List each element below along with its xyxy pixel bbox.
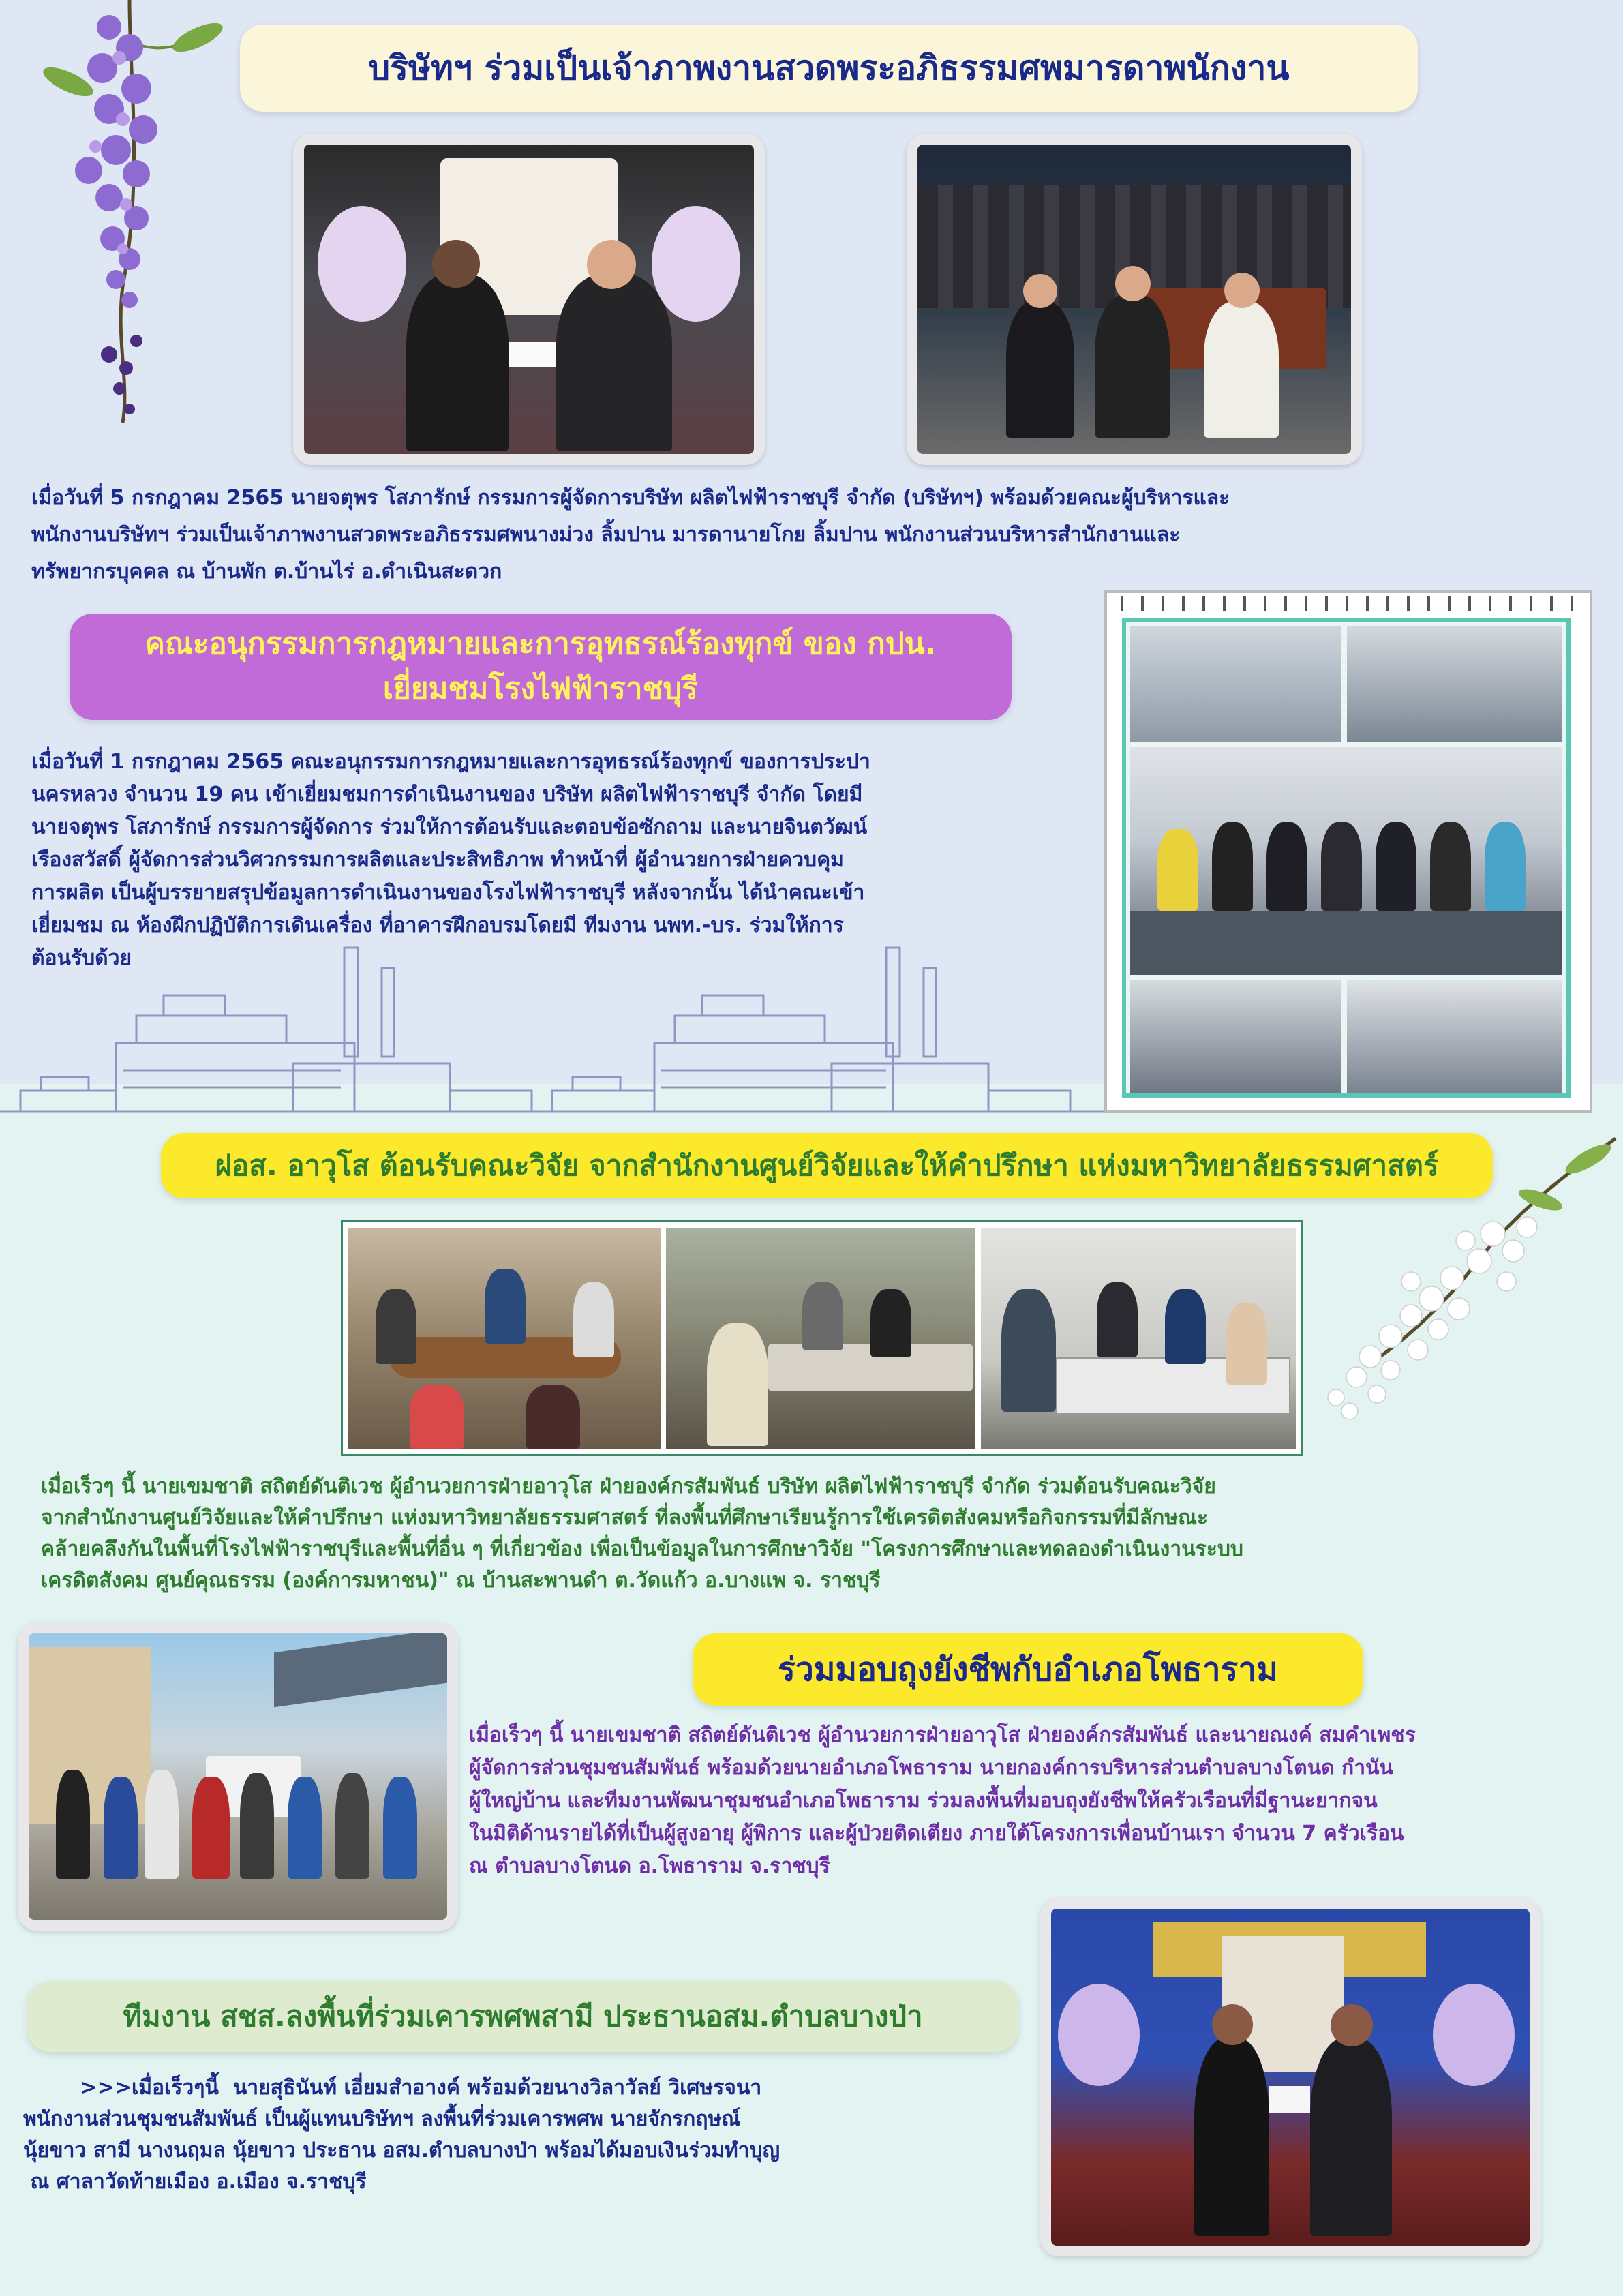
funeral-audience-photo: [907, 134, 1362, 465]
section3-line: เครดิตสังคม ศูนย์คุณธรรม (องค์การมหาชน)" ณ บ้านสะพานดำ ต.วัดแก้ว อ.บางแพ จ. ราชบุรี: [41, 1569, 881, 1592]
funeral-handover-photo: [293, 134, 765, 465]
research-team-photo-strip: [341, 1220, 1303, 1456]
section2-line: ต้อนรับด้วย: [31, 946, 132, 970]
section1-line: พนักงานบริษัทฯ ร่วมเป็นเจ้าภาพงานสวดพระอภิธรรมศพนางม่วง ลิ้มปาน มารดานายโกย ลิ้มปาน พนักงานส่วนบริหารสำนักงานและ: [31, 523, 1181, 547]
section3-line: เมื่อเร็วๆ นี้ นายเขมชาติ สถิตย์ดันติเวช ผู้อำนวยการฝ่ายอาวุโส ฝ่ายองค์กรสัมพันธ์ บริษัท ผลิตไฟฟ้าราชบุรี จำกัด ร่วมต้อนรับคณะวิจัย: [41, 1475, 1216, 1498]
section4-line: ผู้จัดการส่วนชุมชนสัมพันธ์ พร้อมด้วยนายอำเภอโพธาราม นายกองค์การบริหารส่วนตำบลบางโตนด กำนัน: [469, 1756, 1394, 1780]
section3-line: คล้ายคลึงกันในพื้นที่โรงไฟฟ้าราชบุรีและพื้นที่อื่น ๆ ที่เกี่ยวข้อง เพื่อเป็นข้อมูลในการศึกษาวิจัย "โครงการศึกษาและทดลองดำเนินงานระบบ: [41, 1537, 1243, 1561]
waterworks-visit-collage: [1104, 590, 1592, 1113]
section1-paragraph: [31, 480, 1599, 590]
section3-title-text: ฝอส. อาวุโส ต้อนรับคณะวิจัย จากสำนักงานศูนย์วิจัยและให้คำปรึกษา แห่งมหาวิทยาลัยธรรมศาสตร์: [215, 1149, 1439, 1182]
section5-paragraph: [23, 2072, 1032, 2198]
section4-paragraph: [469, 1719, 1607, 1883]
section1-line: ทรัพยากรบุคคล ณ บ้านพัก ต.บ้านไร่ อ.ดำเนินสะดวก: [31, 560, 502, 584]
section3-title: [161, 1133, 1493, 1198]
section2-line: นายจตุพร โสภารักษ์ กรรมการผู้จัดการ ร่วมให้การต้อนรับและตอบข้อซักถาม และนายจินตวัฒน์: [31, 815, 868, 839]
section5-line: นุ้ยขาว สามี นางนฤมล นุ้ยขาว ประธาน อสม.ตำบลบางป่า พร้อมได้มอบเงินร่วมทำบุญ: [23, 2139, 780, 2162]
section5-title: [27, 1981, 1018, 2052]
section1-title-text: บริษัทฯ ร่วมเป็นเจ้าภาพงานสวดพระอภิธรรมศพมารดาพนักงาน: [368, 48, 1290, 88]
research-photo-2: [666, 1228, 975, 1449]
section5-line: พนักงานส่วนชุมชนสัมพันธ์ เป็นผู้แทนบริษัทฯ ลงพื้นที่ร่วมเคารพศพ นายจักรกฤษณ์: [23, 2107, 741, 2131]
section5-title-text: ทีมงาน สชส.ลงพื้นที่ร่วมเคารพศพสามี ประธานอสม.ตำบลบางป่า: [123, 1999, 923, 2033]
section2-line: เมื่อวันที่ 1 กรกฎาคม 2565 คณะอนุกรรมการกฎหมายและการอุทธรณ์ร้องทุกข์ ของการประปา: [31, 750, 870, 774]
white-blossom-decoration: [1309, 1132, 1622, 1445]
section2-line: นครหลวง จำนวน 19 คน เข้าเยี่ยมชมการดำเนินงานของ บริษัท ผลิตไฟฟ้าราชบุรี จำกัด โดยมี: [31, 783, 863, 806]
condolence-photo: [1040, 1898, 1541, 2256]
calendar-rings-decoration: [1107, 593, 1590, 614]
section2-line: การผลิต เป็นผู้บรรยายสรุปข้อมูลการดำเนินงานของโรงไฟฟ้าราชบุรี หลังจากนั้น ได้นำคณะเข้า: [31, 881, 865, 905]
research-photo-1: [348, 1228, 661, 1449]
section1-line: เมื่อวันที่ 5 กรกฎาคม 2565 นายจตุพร โสภารักษ์ กรรมการผู้จัดการบริษัท ผลิตไฟฟ้าราชบุรี จำกัด (บริษัทฯ) พร้อมด้วยคณะผู้บริหารและ: [31, 486, 1230, 510]
section2-line: เรืองสวัสดิ์ ผู้จัดการส่วนวิศวกรรมการผลิตและประสิทธิภาพ ทำหน้าที่ ผู้อำนวยการฝ่ายควบคุม: [31, 848, 844, 872]
section4-title-text: ร่วมมอบถุงยังชีพกับอำเภอโพธาราม: [778, 1650, 1278, 1689]
power-plant-lineart: [0, 934, 1104, 1118]
wisteria-decoration: [27, 0, 232, 436]
section4-title: [693, 1633, 1363, 1706]
section4-line: ผู้ใหญ่บ้าน และทีมงานพัฒนาชุมชนอำเภอโพธาราม ร่วมลงพื้นที่มอบถุงยังชีพให้ครัวเรือนที่มีฐานะยากจน: [469, 1789, 1378, 1813]
section4-line: ณ ตำบลบางโตนด อ.โพธาราม จ.ราชบุรี: [469, 1854, 830, 1878]
section4-line: เมื่อเร็วๆ นี้ นายเขมชาติ สถิตย์ดันติเวช ผู้อำนวยการฝ่ายอาวุโส ฝ่ายองค์กรสัมพันธ์ และนายณงค์ สมคำเพชร: [469, 1723, 1416, 1747]
section1-title: [240, 25, 1418, 112]
section2-title: [70, 614, 1012, 720]
section2-line: เยี่ยมชม ณ ห้องฝึกปฏิบัติการเดินเครื่อง ที่อาคารฝึกอบรมโดยมี ทีมงาน นพท.-บร. ร่วมให้การ: [31, 913, 844, 937]
section2-title-line: เยี่ยมชมโรงไฟฟ้าราชบุรี: [382, 671, 699, 706]
section5-line: ณ ศาลาวัดท้ายเมือง อ.เมือง จ.ราชบุรี: [23, 2170, 367, 2194]
section2-title-line: คณะอนุกรรมการกฎหมายและการอุทธรณ์ร้องทุกข์ ของ กปน.: [145, 626, 937, 661]
survival-bag-handover-photo: [18, 1622, 458, 1931]
section4-line: ในมิติด้านรายได้ที่เป็นผู้สูงอายุ ผู้พิการ และผู้ป่วยติดเตียง ภายใต้โครงการเพื่อนบ้านเรา จำนวน 7 ครัวเรือน: [469, 1822, 1404, 1845]
research-photo-3: [981, 1228, 1296, 1449]
section5-line: >>>เมื่อเร็วๆนี้ นายสุธินันท์ เอี่ยมสำอางค์ พร้อมด้วยนางวิลาวัลย์ วิเศษรจนา: [23, 2076, 762, 2100]
section3-line: จากสำนักงานศูนย์วิจัยและให้คำปรึกษา แห่งมหาวิทยาลัยธรรมศาสตร์ ที่ลงพื้นที่ศึกษาเรียนรู้การใช้เครดิตสังคมหรือกิจกรรมที่มีลักษณะ: [41, 1506, 1209, 1530]
section3-paragraph: [41, 1471, 1595, 1597]
